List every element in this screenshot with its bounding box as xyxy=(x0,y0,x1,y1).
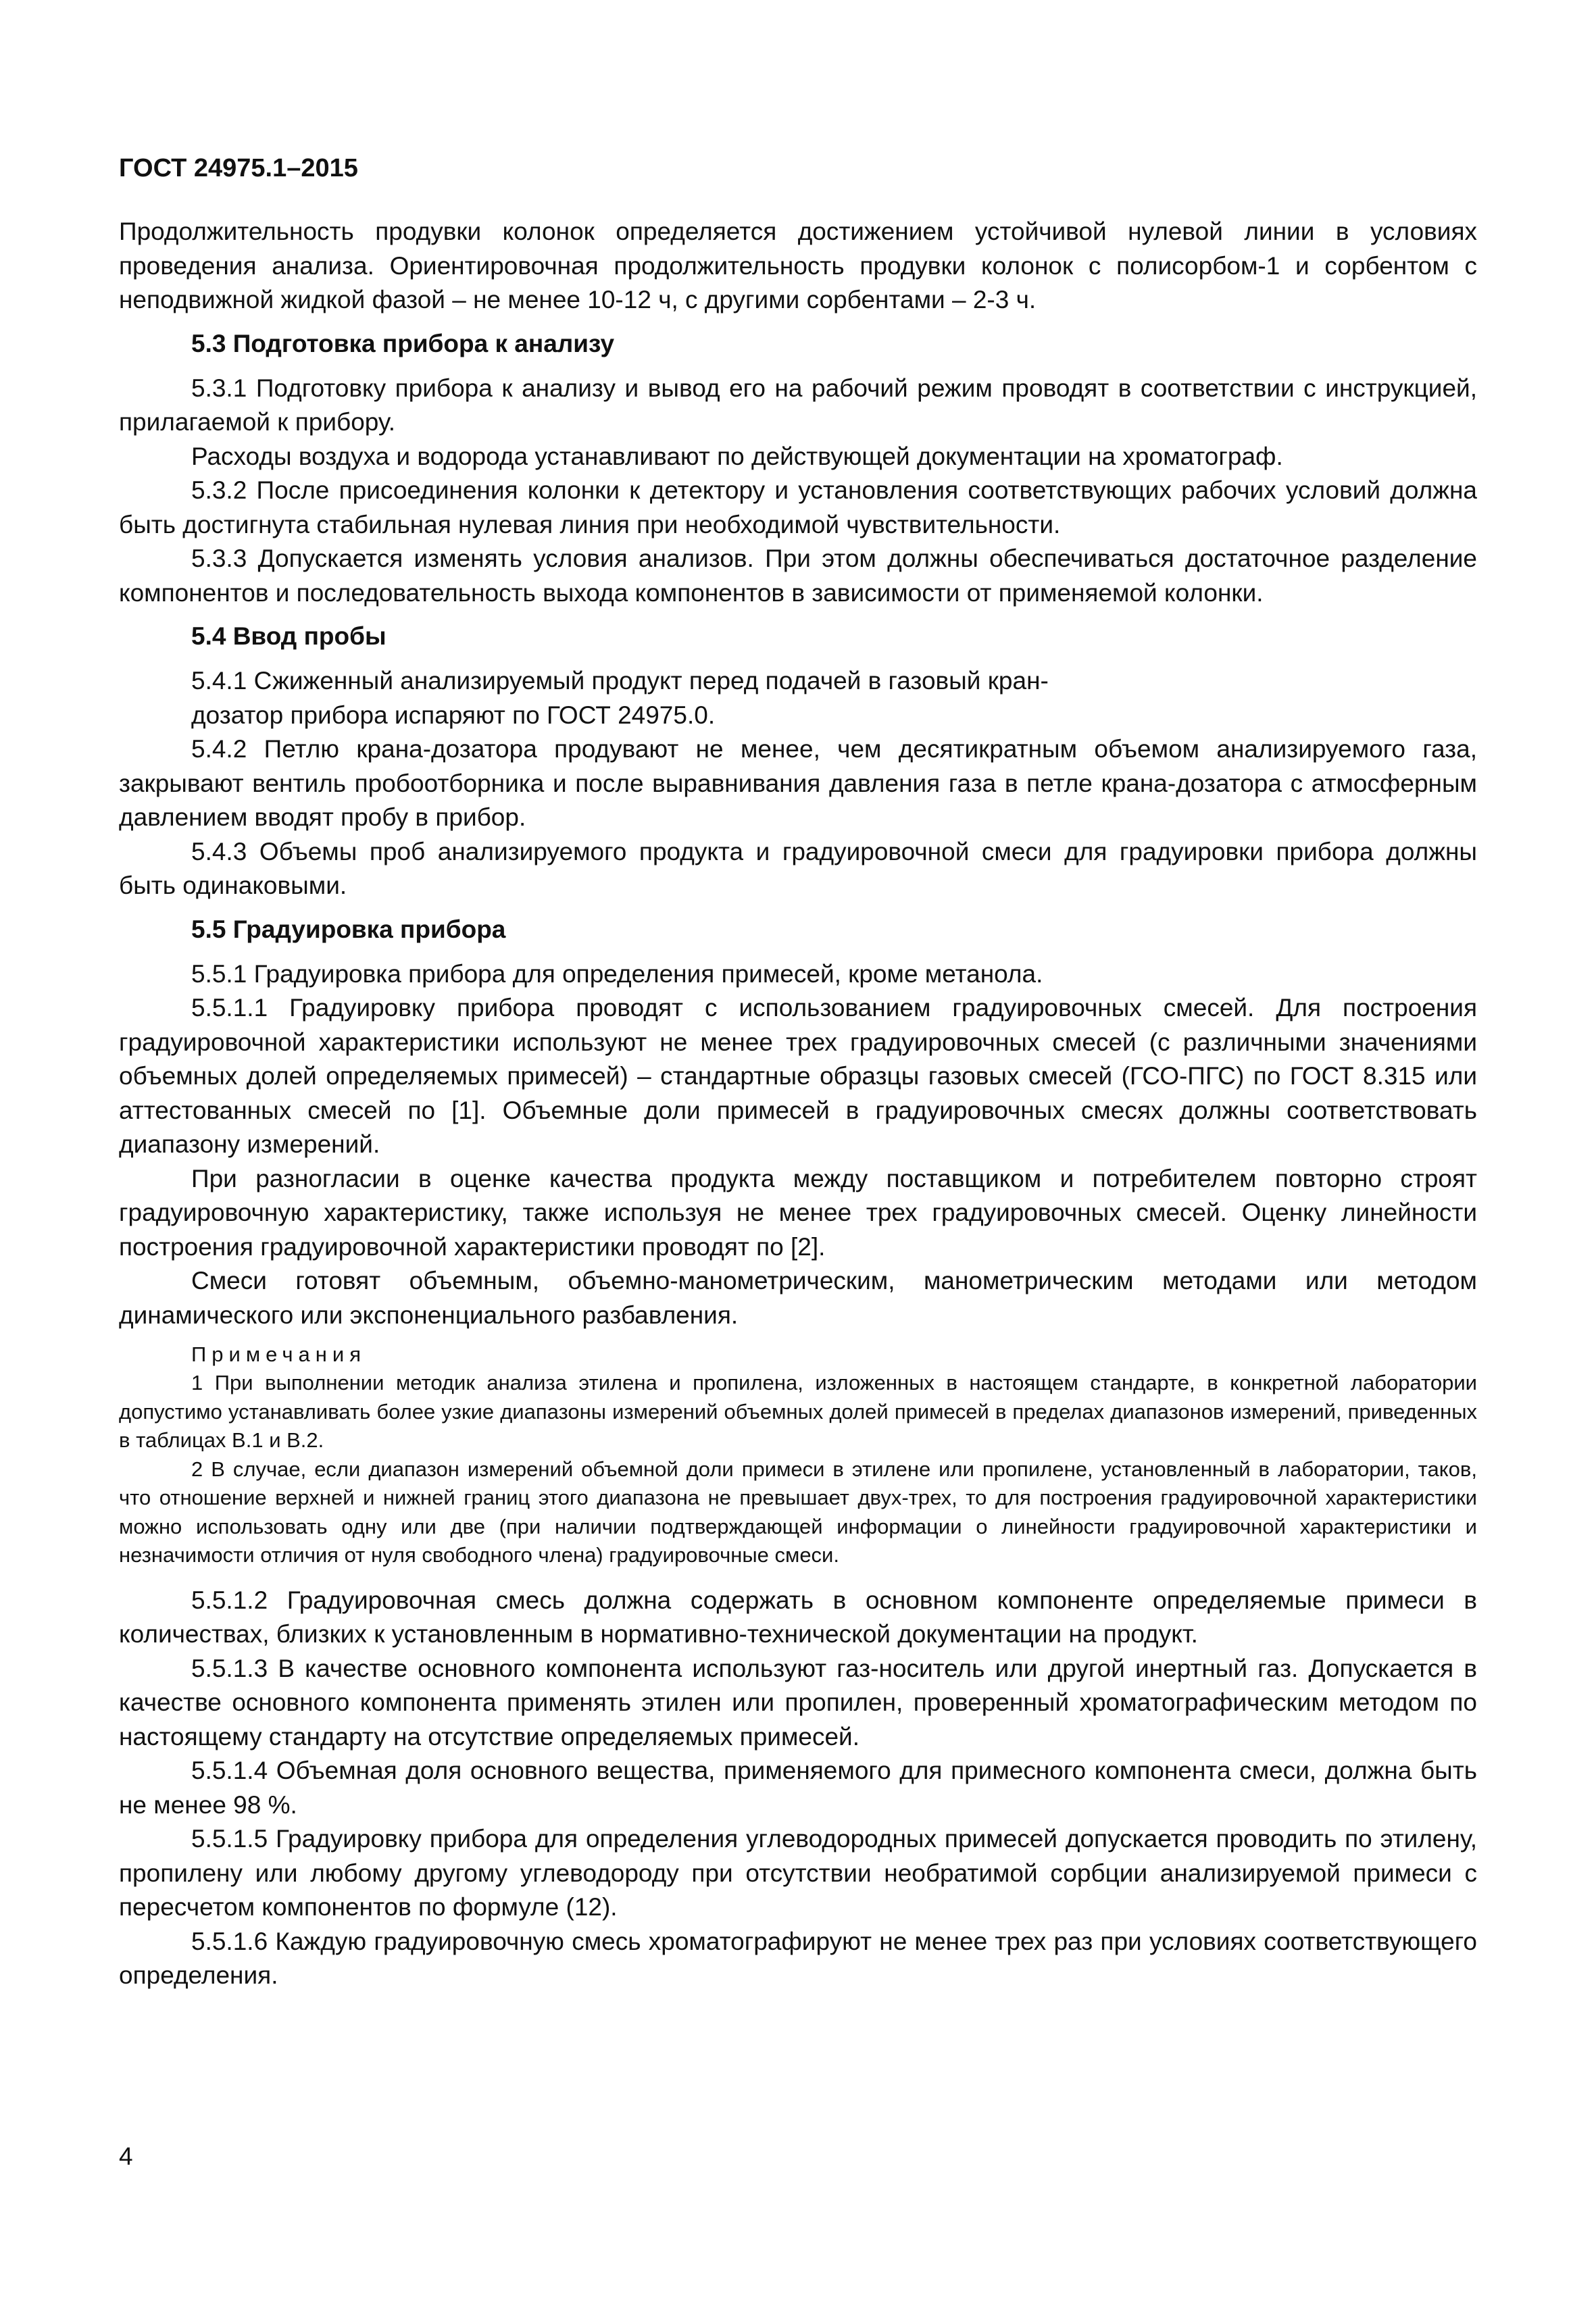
paragraph-5-5-1-5: 5.5.1.5 Градуировку прибора для определения углеводородных примесей допускается проводить по этилену, пропилену или любому другому углеводороду при отсутствии необратимой сорбции анализируемой примеси с пересчетом компонентов по формуле (12). xyxy=(119,1825,1477,1921)
notes-block xyxy=(119,1340,1477,1570)
paragraph-5-4-1-cont: дозатор прибора испаряют по ГОСТ 24975.0. xyxy=(191,701,716,729)
section-heading-5-4: 5.4 Ввод пробы xyxy=(191,622,386,650)
note-1: 1 При выполнении методик анализа этилена и пропилена, изложенных в настоящем стандарте, в конкретной лаборатории допустимо устанавливать более узкие диапазоны измерений объемных долей примесей в пределах диапазонов измерений, приведенных в таблицах В.1 и В.2. xyxy=(119,1371,1477,1452)
paragraph-disagreement: При разногласии в оценке качества продукта между поставщиком и потребителем повторно строят градуировочную характеристику, также используя не менее трех градуировочных смесей. Оценку линейности построения градуировочной характеристики проводят по [2]. xyxy=(119,1164,1477,1261)
paragraph-air-hydrogen: Расходы воздуха и водорода устанавливают по действующей документации на хроматограф. xyxy=(191,442,1283,470)
section-heading-5-5: 5.5 Градуировка прибора xyxy=(191,915,506,943)
standard-code: ГОСТ 24975.1–2015 xyxy=(119,154,358,182)
paragraph-5-4-2: 5.4.2 Петлю крана-дозатора продувают не менее, чем десятикратным объемом анализируемого газа, закрывают вентиль пробоотборника и после выравнивания давления газа в петле крана-дозатора с атмосферным давлением вводят пробу в прибор. xyxy=(119,735,1477,831)
paragraph-5-5-1-4: 5.5.1.4 Объемная доля основного вещества, применяемого для примесного компонента смеси, должна быть не менее 98 %. xyxy=(119,1757,1477,1819)
page-number: 4 xyxy=(119,2142,133,2170)
paragraph-5-5-1-2: 5.5.1.2 Градуировочная смесь должна содержать в основном компоненте определяемые примеси в количествах, близких к установленным в нормативно-технической документации на продукт. xyxy=(119,1586,1477,1648)
paragraph-5-4-1: 5.4.1 Сжиженный анализируемый продукт перед подачей в газовый кран- xyxy=(191,667,1049,695)
paragraph-purge-duration: Продолжительность продувки колонок определяется достижением устойчивой нулевой линии в условиях проведения анализа. Ориентировочная продолжительность продувки колонок с полисорбом-1 и сорбентом с неподвижной жидкой фазой – не менее 10-12 ч, с другими сорбентами – 2-3 ч. xyxy=(119,218,1477,313)
paragraph-5-5-1: 5.5.1 Градуировка прибора для определения примесей, кроме метанола. xyxy=(191,959,1043,988)
note-2: 2 В случае, если диапазон измерений объемной доли примеси в этилене или пропилене, установленный в лаборатории, таков, что отношение верхней и нижней границ этого диапазона не превышает двух-трех, то для построения градуировочной характеристики можно использовать одну или две (при наличии подтверждающей информации о линейности градуировочной характеристики и незначимости отличия от нуля свободного члена) градуировочные смеси. xyxy=(119,1457,1477,1567)
paragraph-5-3-3: 5.3.3 Допускается изменять условия анализов. При этом должны обеспечиваться достаточное разделение компонентов и последовательность выхода компонентов в зависимости от применяемой колонки. xyxy=(119,545,1477,607)
paragraph-5-4-3: 5.4.3 Объемы проб анализируемого продукта и градуировочной смеси для градуировки прибора должны быть одинаковыми. xyxy=(119,837,1477,899)
paragraph-mixtures: Смеси готовят объемным, объемно-манометрическим, манометрическим методами или методом динамического или экспоненциального разбавления. xyxy=(119,1267,1477,1329)
paragraph-5-3-2: 5.3.2 После присоединения колонки к детектору и установления соответствующих рабочих условий должна быть достигнута стабильная нулевая линия при необходимой чувствительности. xyxy=(119,476,1477,538)
paragraph-5-3-1: 5.3.1 Подготовку прибора к анализу и вывод его на рабочий режим проводят в соответствии с инструкцией, прилагаемой к прибору. xyxy=(119,374,1477,436)
paragraph-5-5-1-3: 5.5.1.3 В качестве основного компонента используют газ-носитель или другой инертный газ. Допускается в качестве основного компонента применять этилен или пропилен, проверенный хроматографическим методом по настоящему стандарту на отсутствие определяемых примесей. xyxy=(119,1654,1477,1751)
section-heading-5-3: 5.3 Подготовка прибора к анализу xyxy=(191,329,615,357)
paragraph-5-5-1-6: 5.5.1.6 Каждую градуировочную смесь хроматографируют не менее трех раз при условиях соответствующего определения. xyxy=(119,1927,1477,1989)
paragraph-5-5-1-1: 5.5.1.1 Градуировку прибора проводят с использованием градуировочных смесей. Для построения градуировочной характеристики используют не менее трех градуировочных смесей (с различными значениями объемных долей определяемых примесей) – стандартные образцы газовых смесей (ГСО-ПГС) по ГОСТ 8.315 или аттестованных смесей по [1]. Объемные доли примесей в градуировочных смесях должны соответствовать диапазону измерений. xyxy=(119,994,1477,1158)
notes-title: Примечания xyxy=(191,1342,366,1366)
document-page xyxy=(119,152,1477,1993)
